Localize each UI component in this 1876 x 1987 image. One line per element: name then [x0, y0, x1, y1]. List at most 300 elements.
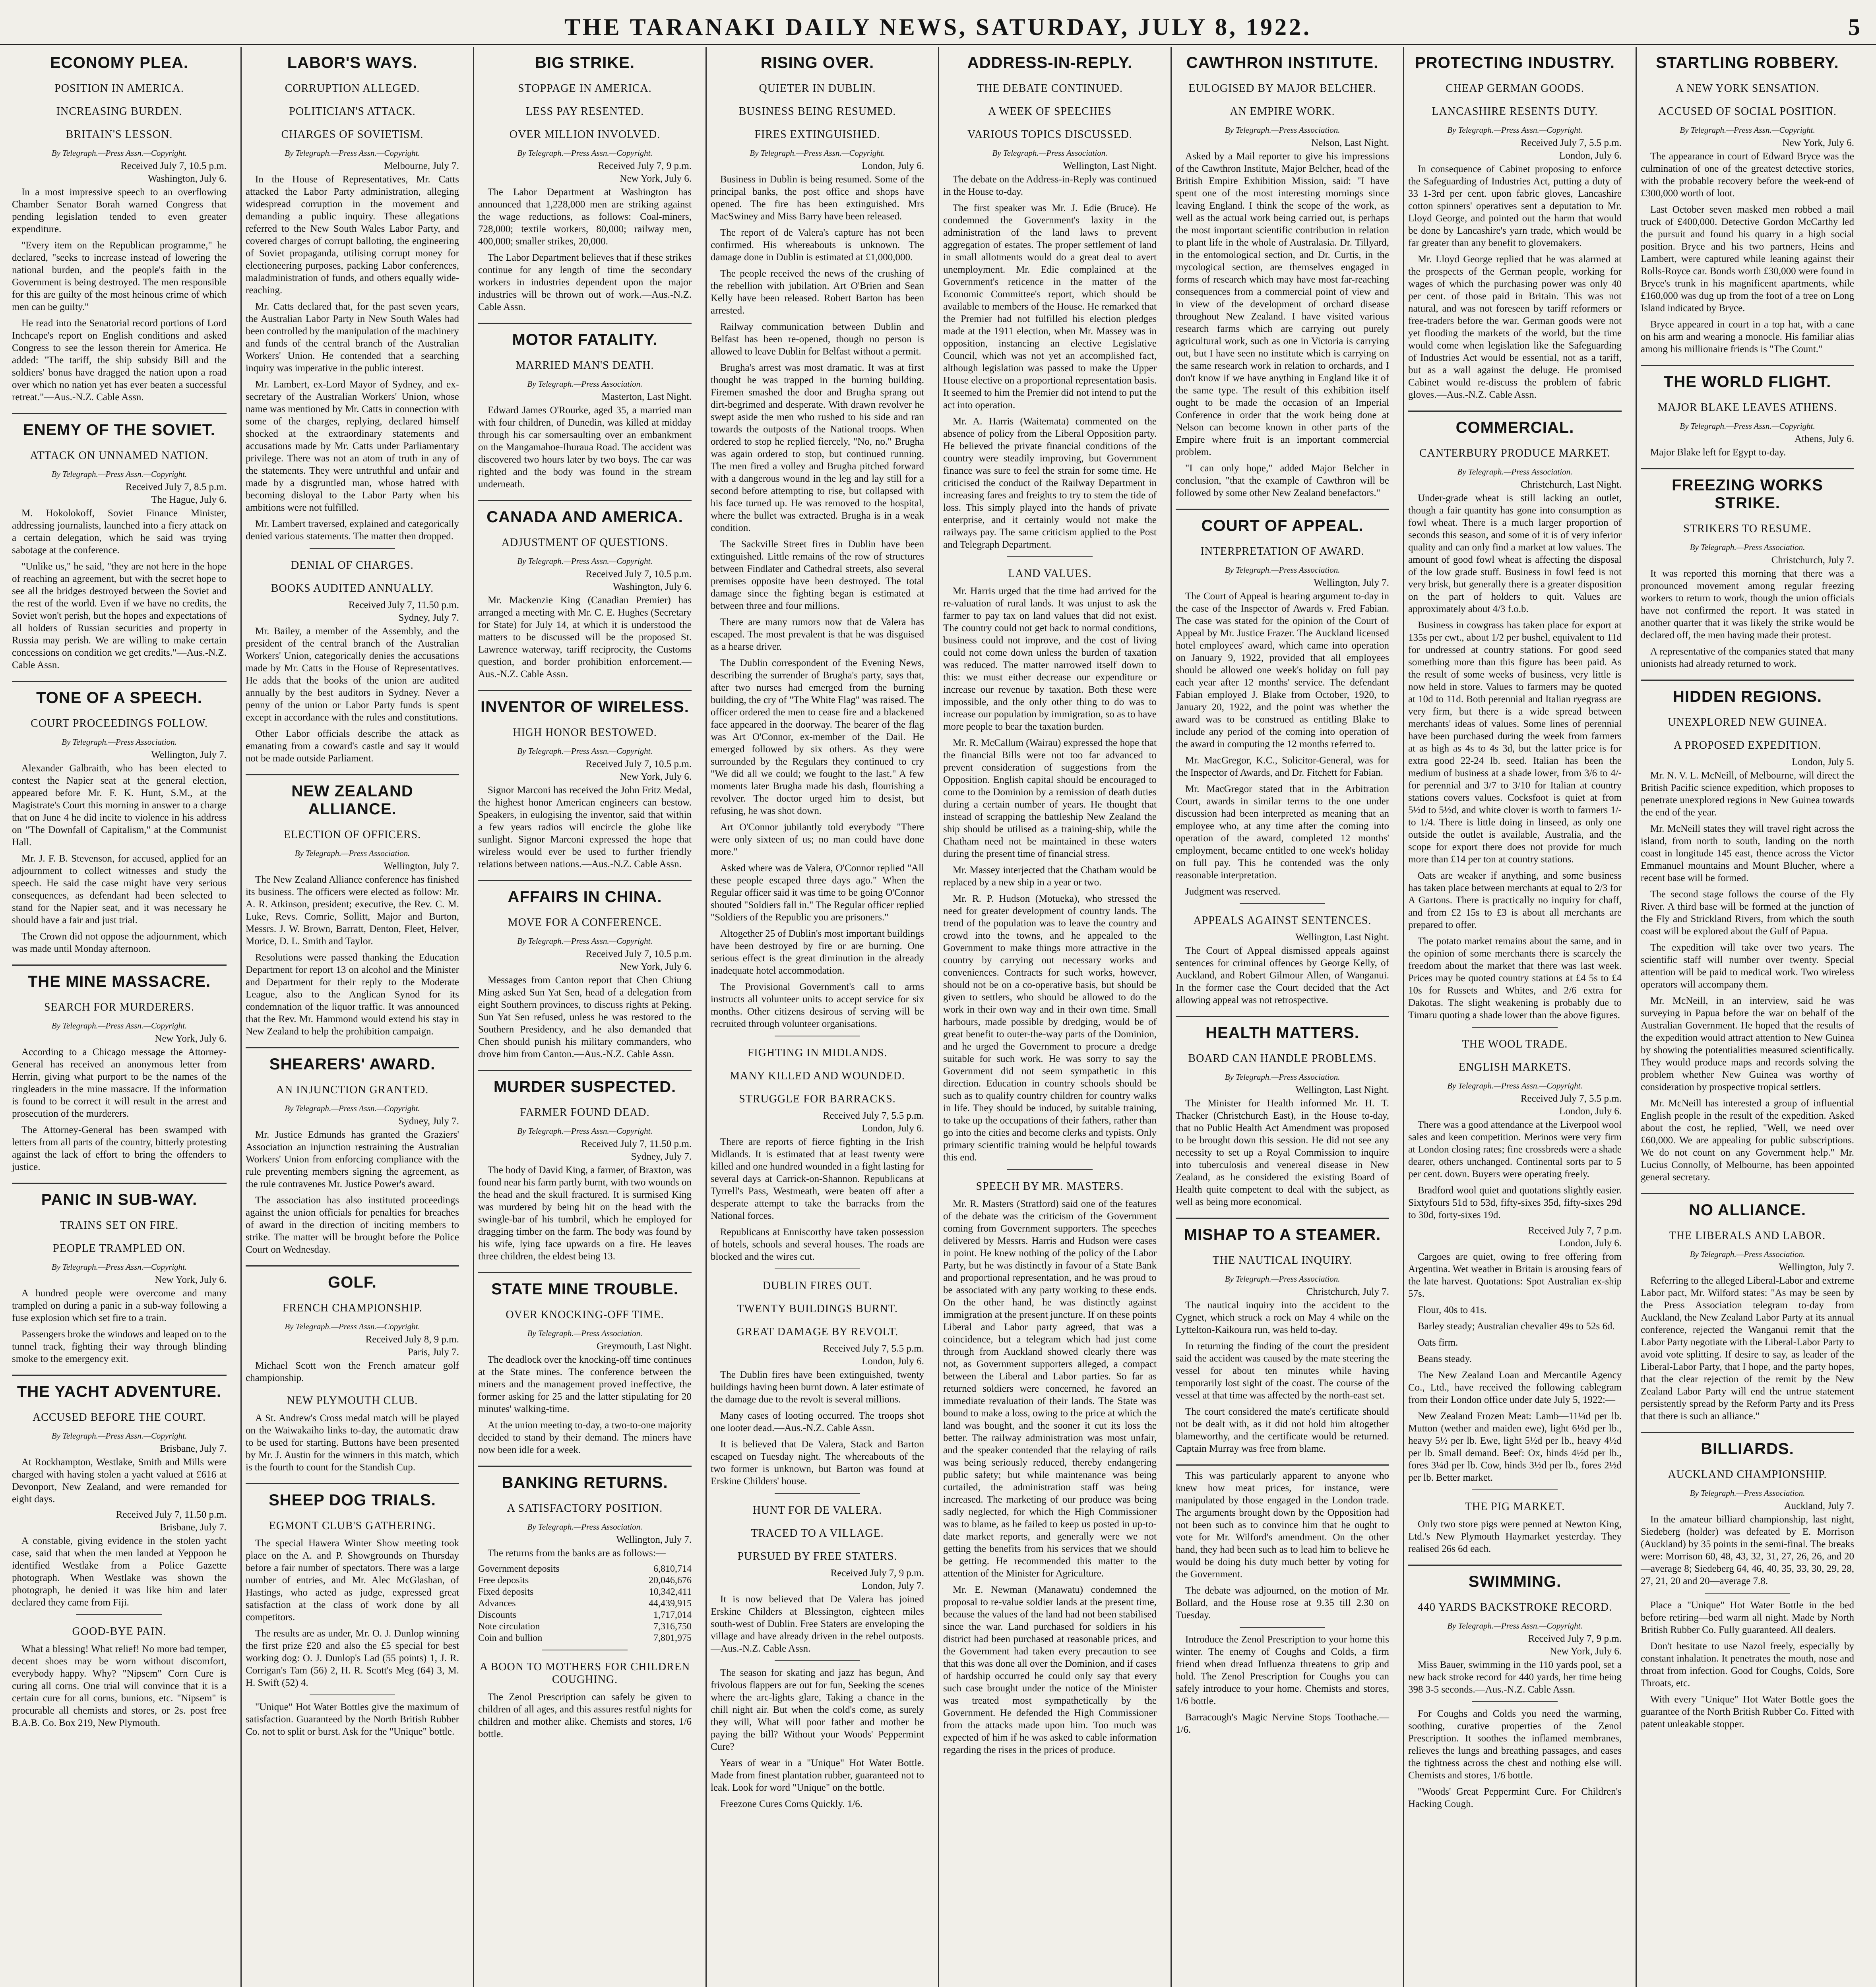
article-paragraph: The season for skating and jazz has begun, And frivolous flappers are out for fun, Seeking the scenes where the arc-lights glare, Taking a chance in the chill night air. But when the cold's come, as surely they will, What will poor father and mother be paying the bill? Without your Woods' Peppermint Cure?: [711, 1667, 924, 1752]
subheadline: CHARGES OF SOVIETISM.: [281, 128, 424, 141]
account-label: Advances: [478, 1598, 516, 1609]
subheadline: THE LIBERALS AND LABOR.: [1669, 1230, 1826, 1242]
article-paragraph: A St. Andrew's Cross medal match will be played on the Waiwakaiho links to-day, the automatic draw to be used for starting. Buttons have been presented by Mr. J. Austin for the winners in this match, which is the fourth to count for the Standish Cup.: [246, 1413, 459, 1473]
article-paragraph: Only two store pigs were penned at Newton King, Ltd.'s New Plymouth Haymarket yesterday. They realised 26s 6d each.: [1408, 1519, 1622, 1554]
article-paragraph: What a blessing! What relief! No more bad temper, decent shoes may be worn without discomfort, everybody happy. Why? "Nipsem" Corn Cure is curing all corns. One trial will convince that it is a certain cure for all corns, bunions, etc. "Nipsem" is procurable all chemists and stores, or 2s. post free B.A.B. Co. Box 219, New Plymouth.: [12, 1644, 227, 1728]
headline: MISHAP TO A STEAMER.: [1184, 1226, 1381, 1243]
article-paragraph: Freezone Cures Corns Quickly. 1/6.: [720, 1799, 863, 1809]
press-credit: By Telegraph.—Press Assn.—Copyright.: [1680, 421, 1815, 431]
subheadline: LANCASHIRE RESENTS DUTY.: [1432, 105, 1598, 118]
subheadline: STRIKERS TO RESUME.: [1683, 523, 1812, 535]
dateline: Melbourne, July 7.: [384, 161, 459, 171]
dateline: Received July 7, 9 p.m.: [598, 161, 692, 171]
article-paragraph: Beans steady.: [1418, 1354, 1472, 1364]
article-paragraph: In the amateur billiard championship, last night, Siedeberg (holder) was defeated by E. Morrison (Auckland) by 35 points in the semi-final. The breaks were: Morrison 60, 48, 43, 32, 31, 27, 26, 26, and 20—average 8; Siedeberg 64, 46, 40, 35, 33, 30, 29, 28, 27, 21, 20 and 20—average 7.8.: [1641, 1514, 1854, 1586]
headline: ENEMY OF THE SOVIET.: [23, 421, 215, 439]
article-paragraph: There was a good attendance at the Liverpool wool sales and keen competition. Merinos were very firm at London closing rates; fine crossbreds were a shade dearer, others unchanged. Continental sorts par to 5 per cent. down. Buyers were operating freely.: [1408, 1119, 1622, 1179]
dateline: New York, July 6.: [1782, 138, 1854, 148]
account-value: 7,801,975: [653, 1633, 692, 1643]
dateline: Received July 7, 5.5 p.m.: [1520, 1093, 1622, 1104]
press-credit: By Telegraph.—Press Association.: [1225, 1072, 1340, 1082]
article-paragraph: Bradford wool quiet and quotations slightly easier. Sixtyfours 51d to 53d, fifty-sixes 35d, fifty-sixes 29d to 30d, forty-sixes 19d.: [1408, 1185, 1622, 1220]
article-paragraph: With every "Unique" Hot Water Bottle goes the guarantee of the North British Rubber Co. Fitted with patent unleakable stopper.: [1641, 1694, 1854, 1729]
press-credit: By Telegraph.—Press Association.: [992, 148, 1108, 158]
article-paragraph: Mr. Lambert, ex-Lord Mayor of Sydney, and ex-secretary of the Australian Workers' Union, whose name was mentioned by Mr. Catts in connection with some of the charges, replying, declared himself shocked at the extraordinary statements and accusations made by Mr. Catts under Parliamentary privilege. There was not an atom of truth in any of the statements. They were untruthful and unfair and made by a disgruntled man, whose hatred with becoming disloyal to the Labor Party when his ambitions were not fulfilled.: [246, 379, 459, 513]
dateline: London, July 7.: [862, 1580, 924, 1591]
column-rule: [478, 1070, 692, 1071]
column-rule: [12, 1375, 227, 1376]
headline: BANKING RETURNS.: [502, 1474, 668, 1491]
subheadline: CANTERBURY PRODUCE MARKET.: [1419, 447, 1611, 459]
headline: CAWTHRON INSTITUTE.: [1186, 54, 1379, 72]
column-rule: [1641, 1193, 1854, 1194]
column-8: [1636, 47, 1858, 1987]
account-label: Coin and bullion: [478, 1633, 543, 1643]
dateline: Christchurch, Last Night.: [1520, 479, 1622, 490]
banking-returns-table: [478, 1563, 692, 1644]
dateline: Received July 7, 10.5 p.m.: [585, 759, 692, 769]
headline: GOLF.: [328, 1274, 377, 1291]
press-credit: By Telegraph.—Press Association.: [1225, 565, 1340, 575]
headline: PANIC IN SUB-WAY.: [41, 1191, 198, 1208]
article-paragraph: The potato market remains about the same, and in the opinion of some merchants there is scarcely the freedom about the market that there was last week. Prices may be quoted country stations at £4 5s to £4 10s for Russets and Whites, and 2/6 extra for Dakotas. The slight weakening is probably due to Timaru quoting a shade lower than the above figures.: [1408, 936, 1622, 1021]
article-paragraph: It was reported this morning that there was a pronounced movement among regular freezing workers to return to work, though the union officials have not confirmed the report. It was stated in another quarter that it was likely the strike would be declared off, the men having made their protest.: [1641, 568, 1854, 641]
article-paragraph: Republicans at Enniscorthy have taken possession of hotels, schools and several houses. The roads are blocked and the wires cut.: [711, 1227, 924, 1262]
account-value: 7,316,750: [653, 1621, 692, 1632]
column-rule: [1641, 680, 1854, 681]
subheadline: GREAT DAMAGE BY REVOLT.: [736, 1326, 899, 1338]
dateline: New York, July 6.: [155, 1274, 227, 1285]
column-rule: [478, 690, 692, 691]
headline: BIG STRIKE.: [535, 54, 635, 72]
subheadline: INTERPRETATION OF AWARD.: [1200, 545, 1364, 558]
article-paragraph: Michael Scott won the French amateur golf championship.: [246, 1360, 459, 1383]
dateline: Wellington, Last Night.: [1063, 161, 1157, 171]
press-credit: By Telegraph.—Press Association.: [1690, 1488, 1805, 1498]
subheadline: TWENTY BUILDINGS BURNT.: [737, 1303, 898, 1315]
article-paragraph: Under-grade wheat is still lacking an outlet, though a fair quantity has gone into consumption as fowl wheat. There is a much larger proportion of seconds this season, and some of it is of very inferior quality and can only find a market at low values. The amount of good fowl wheat is affecting the disposal of the low grade stuff. Business in fowl feed is not very brisk, but generally there is a greater disposition on the part of holders to quit. Values are approximately about 4/3 f.o.b.: [1408, 493, 1622, 614]
account-value: 1,717,014: [653, 1610, 692, 1620]
headline: INVENTOR OF WIRELESS.: [481, 698, 689, 716]
article-paragraph: Mr. Massey interjected that the Chatham would be replaced by a new ship in a year or two.: [943, 865, 1157, 888]
subheadline: A SATISFACTORY POSITION.: [507, 1502, 663, 1514]
article-paragraph: Resolutions were passed thanking the Education Department for report 13 on alcohol and the Minister and Department for their reply to the Moderate League, also to the Anglican Synod for its condemnation of the liquor traffic. It was announced that the Rev. Mr. Hammond would extend his stay in New Zealand to help the prohibition campaign.: [246, 952, 459, 1037]
short-divider: [1007, 556, 1093, 557]
article-paragraph: The appearance in court of Edward Bryce was the culmination of one of the greatest detective stories, with the probable recovery before the week-end of £300,000 worth of loot.: [1641, 151, 1854, 199]
article-paragraph: Mr. MacGregor, K.C., Solicitor-General, was for the Inspector of Awards, and Dr. Fitchett for Fabian.: [1176, 755, 1389, 778]
subheadline: UNEXPLORED NEW GUINEA.: [1668, 716, 1827, 728]
dateline: New York, July 6.: [1550, 1646, 1622, 1657]
press-credit: By Telegraph.—Press Assn.—Copyright.: [1447, 1081, 1583, 1090]
article-paragraph: "I can only hope," added Major Belcher in conclusion, "that the example of Cawthron will be followed by some other New Zealand benefactors.": [1176, 463, 1389, 498]
short-divider: [1705, 1593, 1790, 1594]
subheadline: BOOKS AUDITED ANNUALLY.: [271, 582, 434, 595]
article-paragraph: The first speaker was Mr. J. Edie (Bruce). He condemned the Government's laxity in the administration of the land laws to prevent aggregation of estates. The proper settlement of land in small allotments would do a great deal to avert unemployment. Mr. Edie complained at the Government's reticence in the matter of the Economic Committee's report, which should be available to members of the House. He remarked that the Premier had not fulfilled his election pledges made at the 1911 election, when Mr. Massey was in opposition, instancing an elective Legislative Council, which was not yet an accomplished fact, although legislation was passed to make the Upper House elective on a proportional representation basis. It seemed to him the Premier did not intend to put the act into operation.: [943, 203, 1157, 411]
headline: NEW ZEALAND ALLIANCE.: [291, 782, 413, 818]
article-paragraph: Alexander Galbraith, who has been elected to contest the Napier seat at the general election, appeared before Mr. F. K. Hunt, S.M., at the Magistrate's Court this morning in answer to a charge that on June 4 he did incite to violence in his address on "The Downfall of Capitalism," at the Communist Hall.: [12, 763, 227, 848]
headline: STARTLING ROBBERY.: [1656, 54, 1839, 72]
article-paragraph: Mr. R. McCallum (Wairau) expressed the hope that the financial Bills were not too far advanced to prevent consideration of suggestions from the Opposition. English capital should be encouraged to come to the Dominion by a remission of death duties during a certain number of years. He thought that instead of scrapping the battleship New Zealand the ship should be utilised as a training-ship, while the Chatham need not be maintained in these waters during the present time of financial stress.: [943, 738, 1157, 859]
column-rule: [246, 1483, 459, 1484]
article-paragraph: Last October seven masked men robbed a mail truck of £400,000. Detective Gordon McCarthy led the pursuit and found his quarry in a high social position. Bryce and his two partners, Heins and Lambert, were captured while leaning against their Rolls-Royce car. Bonds worth £30,000 were found in Bryce's trunk in his magnificent apartments, while £160,000 was dug up from the foot of a tree on Long Island indicated by Bryce.: [1641, 204, 1854, 314]
account-label: Fixed deposits: [478, 1587, 534, 1597]
headline: SWIMMING.: [1468, 1573, 1562, 1590]
article-paragraph: The special Hawera Winter Show meeting took place on the A. and P. Showgrounds on Thursday before a fair number of spectators. There was a large number of entries, and Mr. Alec McGlashan, of Hastings, who acted as judge, expressed great satisfaction at the class of work done by all competitors.: [246, 1538, 459, 1623]
press-credit: By Telegraph.—Press Assn.—Copyright.: [51, 148, 187, 158]
subheadline: EULOGISED BY MAJOR BELCHER.: [1188, 82, 1376, 95]
article-paragraph: It is believed that De Valera, Stack and Barton escaped on Tuesday night. The whereabouts of the two former is unknown, but Barton was found at Erskine Childers' house.: [711, 1439, 924, 1487]
dateline: Received July 7, 7 p.m.: [1528, 1225, 1622, 1236]
press-credit: By Telegraph.—Press Assn.—Copyright.: [285, 148, 420, 158]
article-paragraph: The Attorney-General has been swamped with letters from all parts of the country, bitterly protesting against the lack of effort to bring the offenders to justice.: [12, 1125, 227, 1172]
subheadline: ELECTION OF OFFICERS.: [283, 829, 421, 841]
dateline: Athens, July 6.: [1795, 434, 1854, 444]
short-divider: [1472, 1489, 1558, 1490]
page-number: 5: [1848, 14, 1860, 40]
column-rule: [1408, 1565, 1622, 1566]
article-paragraph: Mr. Catts declared that, for the past seven years, the Australian Labor Party in New South Wales had been controlled by the manipulation of the machinery and funds of the central branch of the Australian Workers' Union. He contended that a searching inquiry was imperative in the public interest.: [246, 301, 459, 374]
press-credit: By Telegraph.—Press Assn.—Copyright.: [51, 1431, 187, 1441]
article-paragraph: For Coughs and Colds you need the warming, soothing, curative properties of the Zenol Prescription. It soothes the inflamed membranes, relieves the lungs and breathing passages, and eases the tightness across the chest and nothing else will. Chemists and stores, 1/6 bottle.: [1408, 1708, 1622, 1781]
column-rule: [1641, 468, 1854, 469]
dateline: Received July 7, 10.5 p.m.: [585, 949, 692, 959]
article-paragraph: He read into the Senatorial record portions of Lord Inchcape's report on English conditions and asked Congress to see the lesson therein for America. He added: "The tariff, the ship subsidy Bill and the soldiers' bonus have dragged the nation upon a road over which no nation yet has ever beaten a successful retreat."—Aus.-N.Z. Cable Assn.: [12, 318, 227, 403]
table-row: [478, 1609, 692, 1621]
dateline: Received July 7, 5.5 p.m.: [823, 1110, 924, 1121]
article-paragraph: Years of wear in a "Unique" Hot Water Bottle. Made from finest plantation rubber, guaranteed not to leak. Look for word "Unique" on the bottle.: [711, 1758, 924, 1793]
article-paragraph: Oats are weaker if anything, and some business has taken place between merchants at equal to 2/3 for A Gartons. There is practically no inquiry for chaff, and from £2 15s to £3 is about all merchants are prepared to offer.: [1408, 870, 1622, 930]
press-credit: By Telegraph.—Press Assn.—Copyright.: [517, 936, 653, 946]
column-5: [938, 47, 1161, 1987]
article-paragraph: "Every item on the Republican programme," he declared, "seeks to increase instead of lowering the national burden, and the people's faith in the Government is being destroyed. The men responsible for this are guilty of the most heinous crime of which men can be guilty.": [12, 240, 227, 312]
article-paragraph: A representative of the companies stated that many unionists had already returned to work.: [1641, 646, 1854, 669]
column-rule: [1176, 1218, 1389, 1219]
article-paragraph: This was particularly apparent to anyone who knew how meat prices, for instance, were manipulated by those engaged in the London trade. The arguments brought down by the Opposition had not been such as to convince him that he ought to vote for Mr. Wilford's amendment. On the other hand, they had been such as to lead him to believe he would be doing his duty much better by voting for the Government.: [1176, 1470, 1389, 1580]
article-paragraph: New Zealand Frozen Meat: Lamb—11¼d per lb. Mutton (wether and maiden ewe), light 6½d per lb., heavy 5½ per lb. Ewe, light 5½d per lb., heavy 4½d per lb. Small demand. Beef: Ox, hinds 4½d per lb., fores 3¼d per lb. Cow, hinds 3½d per lb., fores 2½d per lb. Better market.: [1408, 1411, 1622, 1483]
dateline: Sydney, July 7.: [398, 612, 459, 623]
subheadline: CORRUPTION ALLEGED.: [285, 82, 420, 95]
subheadline: FARMER FOUND DEAD.: [520, 1106, 650, 1119]
article-paragraph: The Zenol Prescription can safely be given to children of all ages, and this assures restful nights for children and mother alike. Chemists and stores, 1/6 bottle.: [478, 1692, 692, 1739]
article-paragraph: Brugha's arrest was most dramatic. It was at first thought he was trapped in the burning building. Firemen smashed the door and Brugha sprang out dirt-begrimed and desperate. With drawn revolver he swept aside the men who rushed to his side and ran towards the outposts of the National troops. When ordered to stop he replied fiercely, "No, no." Brugha was again ordered to stop, but continued running. The men fired a volley and Brugha pitched forward with a dangerous wound in the leg and lay still for a second before attempting to rise, but collapsed with his face turned up. He was removed to the hospital, where the bullet was extracted. Brugha is in a weak condition.: [711, 362, 924, 533]
subheadline: APPEALS AGAINST SENTENCES.: [1193, 914, 1372, 927]
column-4: [705, 47, 928, 1987]
dateline: Received July 7, 11.50 p.m.: [116, 1509, 227, 1520]
article-paragraph: Mr. McNeill has interested a group of influential English people in the result of the expedition. Asked about the cost, he replied, "Well, we need over £60,000. We are appealing for public subscriptions. We do not count on any Government help." Mr. Lucius Connolly, of Melbourne, has been appointed general secretary.: [1641, 1098, 1854, 1183]
article-paragraph: The Dublin fires have been extinguished, twenty buildings having been burnt down. A later estimate of the damage due to the revolt is several millions.: [711, 1369, 924, 1405]
dateline: Masterton, Last Night.: [601, 391, 692, 402]
press-credit: By Telegraph.—Press Association.: [1225, 125, 1340, 135]
headline: NO ALLIANCE.: [1689, 1201, 1806, 1219]
dateline: Brisbane, July 7.: [159, 1443, 227, 1454]
subheadline: PURSUED BY FREE STATERS.: [737, 1550, 897, 1563]
article-paragraph: The debate on the Address-in-Reply was continued in the House to-day.: [943, 174, 1157, 197]
subheadline: A NEW YORK SENSATION.: [1675, 82, 1820, 95]
headline: HEALTH MATTERS.: [1205, 1024, 1359, 1042]
article-paragraph: Edward James O'Rourke, aged 35, a married man with four children, of Dunedin, was killed at midday through his car somersaulting over an embankment on the Mangamahoe-Ihuraua Road. The accident was discovered two hours later by two boys. The car was righted and the body was found in the stream underneath.: [478, 405, 692, 490]
dateline: Received July 7, 11.50 p.m.: [581, 1139, 692, 1149]
article-paragraph: The debate was adjourned, on the motion of Mr. Bollard, and the House rose at 9.35 till 2.30 on Tuesday.: [1176, 1585, 1389, 1621]
article-paragraph: Other Labor officials describe the attack as emanating from a coward's castle and say it would not be made outside Parliament.: [246, 728, 459, 764]
subheadline: MAJOR BLAKE LEAVES ATHENS.: [1657, 401, 1837, 414]
table-row: [478, 1621, 692, 1633]
dateline: London, July 6.: [862, 1356, 924, 1367]
subheadline: NEW PLYMOUTH CLUB.: [287, 1394, 418, 1407]
dateline: London, July 6.: [862, 161, 924, 171]
column-7: [1403, 47, 1626, 1987]
column-rule: [12, 1183, 227, 1184]
short-divider: [1240, 903, 1325, 904]
dateline: Sydney, July 7.: [631, 1151, 692, 1162]
press-credit: By Telegraph.—Press Assn.—Copyright.: [1447, 125, 1583, 135]
subheadline: AN INJUNCTION GRANTED.: [276, 1084, 429, 1096]
dateline: London, July 6.: [1559, 1238, 1622, 1249]
article-paragraph: The people received the news of the crushing of the rebellion with jubilation. Art O'Brien and Sean Kelly have been released. Robert Barton has been arrested.: [711, 268, 924, 316]
column-3: [473, 47, 696, 1987]
press-credit: By Telegraph.—Press Association.: [527, 1522, 643, 1532]
dateline: Wellington, July 7.: [151, 749, 227, 760]
article-paragraph: The deadlock over the knocking-off time continues at the State mines. The conference between the miners and the management proved ineffective, the former asking for 25 and the latter stipulating for 20 minutes' walking-time.: [478, 1354, 692, 1414]
subheadline: HIGH HONOR BESTOWED.: [513, 726, 657, 739]
article-paragraph: A constable, giving evidence in the stolen yacht case, said that when the men landed at Yeppoon he identified Westlake from a Police Gazette photograph. When Westlake was shown the photograph, he denied it was like him and later declared they came from Fiji.: [12, 1536, 227, 1608]
headline: THE WORLD FLIGHT.: [1663, 373, 1831, 391]
dateline: Washington, July 6.: [613, 581, 692, 592]
article-paragraph: The nautical inquiry into the accident to the Cygnet, which struck a rock on May 4 while on the Lyttelton-Kaikoura run, was held to-day.: [1176, 1300, 1389, 1335]
subheadline: THE WOOL TRADE.: [1462, 1038, 1568, 1050]
article-paragraph: Barracough's Magic Nervine Stops Toothache.—1/6.: [1176, 1712, 1389, 1735]
headline: SHEEP DOG TRIALS.: [269, 1491, 436, 1509]
subheadline: POSITION IN AMERICA.: [54, 82, 184, 95]
subheadline: MARRIED MAN'S DEATH.: [516, 359, 654, 372]
headline: LABOR'S WAYS.: [287, 54, 418, 72]
article-paragraph: Art O'Connor jubilantly told everybody "There were only sixteen of us; no man could have done more.": [711, 822, 924, 857]
account-value: 6,810,714: [653, 1564, 692, 1574]
article-paragraph: Mr. Mackenzie King (Canadian Premier) has arranged a meeting with Mr. C. E. Hughes (Secretary for State) for July 14, at which it is understood the matters to be discussed will be the proposed St. Lawrence waterway, tariff reciprocity, the Customs question, and border prohibition enforcement.—Aus.-N.Z. Cable Assn.: [478, 595, 692, 680]
article-paragraph: Mr. McNeill, in an interview, said he was surveying in Papua before the war on behalf of the Australian Government. He hoped that the results of the expedition would attract attention to New Guinea by showing the potentialities measured scientifically. They would produce maps and records solving the problem whether New Guinea was worthy of consideration by prospective tropical settlers.: [1641, 995, 1854, 1092]
article-paragraph: The results are as under, Mr. O. J. Dunlop winning the first prize £20 and also the £5 special for best working dog: O. J. Dunlop's Lad (55 points) 1, J. R. Corrigan's Tam (56) 2, H. R. Scott's Meg (64) 3, M. H. Swift (52) 4.: [246, 1628, 459, 1688]
short-divider: [775, 1493, 860, 1494]
account-label: Note circulation: [478, 1621, 540, 1632]
dateline: Greymouth, Last Night.: [597, 1341, 692, 1352]
article-paragraph: Mr. Lloyd George replied that he was alarmed at the prospects of the German people, working for wages of which the purchasing power was only 40 per cent. of those paid in Britain. This was not natural, and was not foreseen by tariff reformers or free-traders before the war. German goods were not yet flooding the markets of the world, but the time would come when legislation like the Safeguarding of Industries Act would be essential, not as a tariff, but as a wall against the deluge. He promised Cabinet would re-discuss the problem of fabric gloves.—Aus.-N.Z. Cable Assn.: [1408, 254, 1622, 400]
table-row: [478, 1563, 692, 1575]
subheadline: STRUGGLE FOR BARRACKS.: [739, 1093, 896, 1105]
headline: HIDDEN REGIONS.: [1673, 688, 1822, 705]
dateline: Brisbane, July 7.: [159, 1522, 227, 1533]
dateline: New York, July 6.: [155, 1033, 227, 1044]
subheadline: LESS PAY RESENTED.: [525, 105, 644, 118]
dateline: Wellington, July 7.: [1314, 577, 1389, 588]
dateline: Received July 7, 9 p.m.: [830, 1568, 924, 1578]
article-paragraph: Mr. MacGregor stated that in the Arbitration Court, awards in similar terms to the one under discussion had been interpreted as meaning that an employee who, at any time after the coming into operation of the award, completed 12 months' employment, became entitled to one week's holiday on full pay. This he contended was the only reasonable interpretation.: [1176, 784, 1389, 881]
headline: PROTECTING INDUSTRY.: [1415, 54, 1615, 72]
column-rule: [1176, 1464, 1389, 1466]
press-credit: By Telegraph.—Press Assn.—Copyright.: [51, 1262, 187, 1272]
article-paragraph: It is now believed that De Valera has joined Erskine Childers at Blessington, eighteen miles south-west of Dublin. Free Staters are enveloping the village and have already driven in the rebel outposts.—Aus.-N.Z. Cable Assn.: [711, 1594, 924, 1654]
subheadline: ADJUSTMENT OF QUESTIONS.: [501, 536, 669, 549]
dateline: Received July 7, 11.50 p.m.: [348, 600, 459, 610]
dateline: New York, July 6.: [620, 961, 692, 972]
subheadline: 440 YARDS BACKSTROKE RECORD.: [1417, 1601, 1612, 1613]
article-paragraph: Barley steady; Australian chevalier 49s to 52s 6d.: [1418, 1321, 1615, 1332]
account-label: Discounts: [478, 1610, 516, 1620]
press-credit: By Telegraph.—Press Assn.—Copyright.: [51, 469, 187, 479]
dateline: Wellington, Last Night.: [1295, 932, 1389, 943]
article-paragraph: The returns from the banks are as follows:—: [488, 1548, 666, 1559]
article-paragraph: The New Zealand Loan and Mercantile Agency Co., Ltd., have received the following cablegram from their London office under date July 5, 1922:—: [1408, 1370, 1622, 1405]
article-paragraph: At Rockhampton, Westlake, Smith and Mills were charged with having stolen a yacht valued at £616 at Devonport, New Zealand, and were remanded for eight days.: [12, 1457, 227, 1505]
article-paragraph: The Court of Appeal dismissed appeals against sentences for criminal offences by George Kelly, of Auckland, and Robert Gilmour Allen, of Wanganui. In the former case the Court decided that the Act allowing appeal was not retrospective.: [1176, 945, 1389, 1005]
press-credit: By Telegraph.—Press Assn.—Copyright.: [517, 746, 653, 756]
subheadline: AUCKLAND CHAMPIONSHIP.: [1668, 1468, 1827, 1481]
press-credit: By Telegraph.—Press Assn.—Copyright.: [517, 556, 653, 566]
article-columns: [8, 47, 1868, 1987]
table-row: [478, 1575, 692, 1586]
article-paragraph: Miss Bauer, swimming in the 110 yards pool, set a new back stroke record for 440 yards, her time being 398 3-5 seconds.—Aus.-N.Z. Cable Assn.: [1408, 1660, 1622, 1695]
subheadline: ACCUSED BEFORE THE COURT.: [32, 1411, 206, 1423]
subheadline: CHEAP GERMAN GOODS.: [1446, 82, 1584, 95]
subheadline: SEARCH FOR MURDERERS.: [44, 1001, 195, 1013]
subheadline: LAND VALUES.: [1008, 567, 1092, 580]
press-credit: By Telegraph.—Press Association.: [295, 848, 410, 858]
subheadline: EGMONT CLUB'S GATHERING.: [269, 1520, 436, 1532]
article-paragraph: The report of de Valera's capture has not been confirmed. His whereabouts is unknown. The damage done in Dublin is estimated at £1,000,000.: [711, 227, 924, 263]
column-rule: [1176, 509, 1389, 510]
article-paragraph: Cargoes are quiet, owing to free offering from Argentina. Wet weather in Britain is arousing fears of the late harvest. Quotations: Spot Australian ex-ship 57s.: [1408, 1251, 1622, 1299]
subheadline: ATTACK ON UNNAMED NATION.: [30, 449, 209, 462]
headline: ADDRESS-IN-REPLY.: [967, 54, 1133, 72]
account-value: 44,439,915: [649, 1598, 692, 1609]
account-value: 20,046,676: [649, 1575, 692, 1586]
article-paragraph: Major Blake left for Egypt to-day.: [1650, 447, 1786, 458]
article-paragraph: Passengers broke the windows and leaped on to the tunnel track, fighting their way through blinding smoke to the emergency exit.: [12, 1329, 227, 1364]
article-paragraph: Mr. Lambert traversed, explained and categorically denied various statements. The matter then dropped.: [246, 519, 459, 542]
headline: MOTOR FATALITY.: [512, 331, 658, 349]
article-paragraph: There are reports of fierce fighting in the Irish Midlands. It is estimated that at least twenty were killed and one hundred wounded in a fight lasting for several days at Carrick-on-Shannon. Republicans at Tyrrell's Pass, Westmeath, were beaten off after a desperate attempt to take the barracks from the National forces.: [711, 1137, 924, 1221]
article-paragraph: The Sackville Street fires in Dublin have been extinguished. Little remains of the row of structures between Findlater and Cathedral streets, also several premises opposite have been destroyed. The total damage since the fighting began is estimated at between three and four millions.: [711, 539, 924, 611]
article-paragraph: Judgment was reserved.: [1185, 886, 1281, 897]
article-paragraph: There are many rumors now that de Valera has escaped. The most prevalent is that he was disguised as a hearse driver.: [711, 617, 924, 652]
subheadline: SPEECH BY MR. MASTERS.: [976, 1180, 1124, 1193]
column-rule: [478, 323, 692, 324]
subheadline: FIRES EXTINGUISHED.: [754, 128, 880, 141]
column-rule: [12, 413, 227, 414]
short-divider: [1240, 1627, 1325, 1628]
article-paragraph: Mr. R. Masters (Stratford) said one of the features of the debate was the criticism of the Government coming from Government supporters. The speeches delivered by Messrs. Harris and Hudson were cases in point. He knew nothing of the policy of the Labor Party, but he was distinctly in favour of a State Bank and proportional representation, and he was proud to be associated with any party working to these ends. On the other hand, he was distinctly against immigration at the present juncture. If on these points Liberal and Labor party agreed, that was a coincidence, but a telegram which had just come through from Auckland showed clearly there was not, as Government supporters alleged, a compact between the Liberal and Labor parties. So far as returned soldiers were concerned, he favored an immediate revaluation of their lands. The State was bound to make a loss, owing to the price at which the land was bought, and the sooner it cut its loss the better. The railway administration was most unfair, and the speaker contended that the relaying of rails was being seriously reduced, thereby endangering public safety; but while maintenance was being curtailed, the administration staff was being increased. The marketing of our produce was being sadly neglected, for which the High Commissioner was to blame, as he failed to keep us posted in up-to-date market reports, and generally were we not getting the benefits from his services that we should be getting. He recommended this matter to the attention of the Minister for Agriculture.: [943, 1199, 1157, 1579]
column-1: [8, 47, 231, 1987]
headline: SHEARERS' AWARD.: [269, 1055, 436, 1073]
subheadline: A BOON TO MOTHERS FOR CHILDREN COUGHING.: [479, 1661, 690, 1686]
press-credit: By Telegraph.—Press Association.: [1690, 1249, 1805, 1259]
subheadline: PEOPLE TRAMPLED ON.: [53, 1242, 186, 1255]
headline: COURT OF APPEAL.: [1201, 517, 1364, 535]
article-paragraph: In consequence of Cabinet proposing to enforce the Safeguarding of Industries Act, putting a duty of 33 1-3rd per cent. upon fabric gloves, Lancashire cotton spinners' operatives sent a deputation to Mr. Lloyd George, and pointed out the harm that would be done by Lancashire's yarn trade, which would be far greater than any benefit to glovemakers.: [1408, 164, 1622, 248]
dateline: London, July 6.: [1559, 150, 1622, 161]
article-paragraph: Mr. J. F. B. Stevenson, for accused, applied for an adjournment to collect witnesses and study the speech. He said the case might have very serious consequences, as defendant had been selected to stand for the Napier seat, and it was necessary he should have a fair and just trial.: [12, 853, 227, 926]
column-rule: [1176, 1016, 1389, 1017]
article-paragraph: Signor Marconi has received the John Fritz Medal, the highest honor American engineers can bestow. Speakers, in eulogising the inventor, said that within a few years radios will encircle the globe like sunlight. Signor Marconi expressed the hope that wireless would ever be used to further friendly relations between nations.—Aus.-N.Z. Cable Assn.: [478, 785, 692, 870]
press-credit: By Telegraph.—Press Assn.—Copyright.: [285, 1322, 420, 1331]
dateline: Christchurch, July 7.: [1771, 555, 1854, 566]
press-credit: By Telegraph.—Press Association.: [1225, 1274, 1340, 1284]
short-divider: [1472, 1701, 1558, 1702]
subheadline: ACCUSED OF SOCIAL POSITION.: [1658, 105, 1837, 118]
press-credit: By Telegraph.—Press Assn.—Copyright.: [285, 1104, 420, 1113]
headline: AFFAIRS IN CHINA.: [508, 888, 662, 906]
dateline: Received July 7, 5.5 p.m.: [823, 1343, 924, 1354]
column-rule: [246, 774, 459, 775]
article-paragraph: A hundred people were overcome and many trampled on during a panic in a sub-way following a fuse explosion which set fire to a train.: [12, 1288, 227, 1323]
article-paragraph: Oats firm.: [1418, 1337, 1458, 1348]
dateline: Sydney, July 7.: [398, 1116, 459, 1127]
article-paragraph: Asked by a Mail reporter to give his impressions of the Cawthron Institute, Major Belcher, head of the British Empire Exhibition Mission, said: "I have spent one of the most interesting mornings since leaving England. I think the scope of the work, as well as the actual work being carried out, is perhaps the most important scientific contribution in relation to plant life in the whole of Australasia. Dr. Tillyard, in the entomological section, and Dr. Curtis, in the mycological section, are themselves engaged in forms of research which may have most far-reaching consequences from a commercial point of view and in view of the development of orchard disease throughout New Zealand. I have visited various research farms which are carrying out purely agricultural work, such as one in Victoria is carrying out, but I have seen no institute which is carrying on the same research work in relation to orchards, and I don't know if we have anything in England like it of the same type. The result of this exhibition itself ought to be made the occasion of an Imperial Conference in order that the work being done at Nelson can become known in other parts of the Empire where fruit is an important commercial problem.: [1176, 151, 1389, 457]
article-paragraph: Altogether 25 of Dublin's most important buildings have been destroyed by fire or are burning. One serious effect is the great diminution in the already inadequate hotel accommodation.: [711, 928, 924, 976]
article-paragraph: Mr. R. P. Hudson (Motueka), who stressed the need for greater development of country lands. The trend of the population was to leave the country and crowd into the towns, and he appealed to the Government to make things more attractive in the country by carrying out necessary works and conveniences. Contracts for such works, however, should not be on a co-operative basis, but should be given to settlers, who should be allowed to do the work in their own way and in their own time. Small harbours, made possible by dredging, would be of great benefit to outer-the-way parts of the Dominion, and he urged the Government to procure a dredge suitable for such work. He was sorry to say the Government did not seem sympathetic in this direction. Education in country schools should be such as to qualify country children for country walks in life. They should be induced, by suitable training, to take up the occupations of their fathers, rather than go into the cities and become clerks and typists. Only primary scientific training would be helpful towards this end.: [943, 893, 1157, 1163]
article-paragraph: Mr. N. V. L. McNeill, of Melbourne, will direct the British Pacific science expedition, which proposes to penetrate unexplored regions in New Guinea towards the end of the year.: [1641, 770, 1854, 818]
dateline: Received July 8, 9 p.m.: [365, 1334, 459, 1345]
dateline: Received July 7, 5.5 p.m.: [1520, 138, 1622, 148]
article-paragraph: "Woods' Great Peppermint Cure. For Children's Hacking Cough.: [1408, 1786, 1622, 1809]
dateline: London, July 6.: [862, 1123, 924, 1134]
column-rule: [478, 1272, 692, 1273]
subheadline: DUBLIN FIRES OUT.: [762, 1280, 872, 1292]
subheadline: AN EMPIRE WORK.: [1230, 105, 1335, 118]
headline: COMMERCIAL.: [1455, 419, 1574, 436]
article-paragraph: The association has also instituted proceedings against the union officials for penalties for breaches of award in the direction of inciting members to strike. The matter will be brought before the Police Court on Wednesday.: [246, 1195, 459, 1255]
article-paragraph: The Provisional Government's call to arms instructs all volunteer units to accept service for six months. Other citizens desirous of serving will be recruited through volunteer organisations.: [711, 982, 924, 1029]
article-paragraph: Asked where was de Valera, O'Connor replied "All these people escaped three days ago." When the Regular officer said it was time to be going O'Connor shouted "Soldiers fall in." The Regular officer replied "Soldiers of the Republic you are prisoners.": [711, 863, 924, 923]
article-paragraph: According to a Chicago message the Attorney-General has received an anonymous letter from Herrin, giving what purport to be the names of the ringleaders in the mine massacre. If the information is found to be correct it will result in the arrest and prosecution of the murderers.: [12, 1047, 227, 1119]
article-paragraph: The expedition will take over two years. The scientific staff will number over twenty. Special attention will be paid to medical work. Two wireless operators will accompany them.: [1641, 942, 1854, 990]
press-credit: By Telegraph.—Press Assn.—Copyright.: [517, 1126, 653, 1136]
headline: THE YACHT ADVENTURE.: [17, 1383, 222, 1400]
column-rule: [1408, 411, 1622, 412]
article-paragraph: Mr. Bailey, a member of the Assembly, and the president of the central branch of the Australian Workers' Union, categorically denies the accusations made by Mr. Catts in the House of Representatives. He adds that the books of the union are audited annually by the best auditors in Sydney. Never a penny of the union or Labor Party funds is spent except in accordance with the rules and constitutions.: [246, 626, 459, 723]
subheadline: BUSINESS BEING RESUMED.: [738, 105, 896, 118]
article-paragraph: Railway communication between Dublin and Belfast has been re-opened, though no person is allowed to leave Dublin for Belfast without a permit.: [711, 321, 924, 357]
table-row: [478, 1598, 692, 1609]
dateline: Received July 7, 10.5 p.m.: [585, 569, 692, 579]
press-credit: By Telegraph.—Press Assn.—Copyright.: [51, 1021, 187, 1030]
short-divider: [1472, 1027, 1558, 1028]
dateline: Wellington, July 7.: [384, 861, 459, 871]
article-paragraph: Mr. Justice Edmunds has granted the Graziers' Association an injunction restraining the Australian Workers' Union from enforcing compliance with the rule preventing members signing the agreement, as the rule contravenes Mr. Justice Power's award.: [246, 1129, 459, 1189]
dateline: Wellington, July 7.: [616, 1534, 692, 1545]
headline: BILLIARDS.: [1701, 1440, 1794, 1458]
column-rule: [1641, 365, 1854, 366]
table-row: [478, 1633, 692, 1644]
article-paragraph: Mr. E. Newman (Manawatu) condemned the proposal to re-value soldier lands at the present time, because the values of the land had not been stabilised since the war. Land purchased for soldiers in his district had been purchased at reasonable prices, and the Government had taken every precaution to see that this was done all over the Dominion, and if cases of hardship occurred he could only say that every such case brought under the notice of the Minister was treated most sympathetically by the Government. He defended the High Commissioner from the attacks made upon him. Too much was expected of him if he was asked to cable information regarding the rises in the prices of produce.: [943, 1584, 1157, 1755]
dateline: London, July 6.: [1559, 1106, 1622, 1117]
subheadline: POLITICIAN'S ATTACK.: [289, 105, 416, 118]
subheadline: TRAINS SET ON FIRE.: [60, 1219, 179, 1232]
column-2: [240, 47, 463, 1987]
short-divider: [775, 1660, 860, 1661]
dateline: Nelson, Last Night.: [1311, 138, 1389, 148]
subheadline: INCREASING BURDEN.: [56, 105, 182, 118]
dateline: New York, July 6.: [620, 173, 692, 184]
article-paragraph: Business in Dublin is being resumed. Some of the principal banks, the post office and shops have opened. The fire has been extinguished. Mrs MacSwiney and Miss Barry have been released.: [711, 174, 924, 222]
subheadline: THE DEBATE CONTINUED.: [977, 82, 1123, 95]
subheadline: MOVE FOR A CONFERENCE.: [508, 916, 662, 929]
short-divider: [1007, 1169, 1093, 1170]
article-paragraph: The court considered the mate's certificate should not be dealt with, as it did not hold him altogether blameworthy, and the certificate would be returned. Captain Murray was free from blame.: [1176, 1406, 1389, 1454]
column-rule: [12, 681, 227, 682]
dateline: The Hague, July 6.: [151, 494, 227, 505]
column-rule: [478, 880, 692, 881]
subheadline: OVER MILLION INVOLVED.: [509, 128, 661, 141]
column-rule: [1641, 1432, 1854, 1433]
